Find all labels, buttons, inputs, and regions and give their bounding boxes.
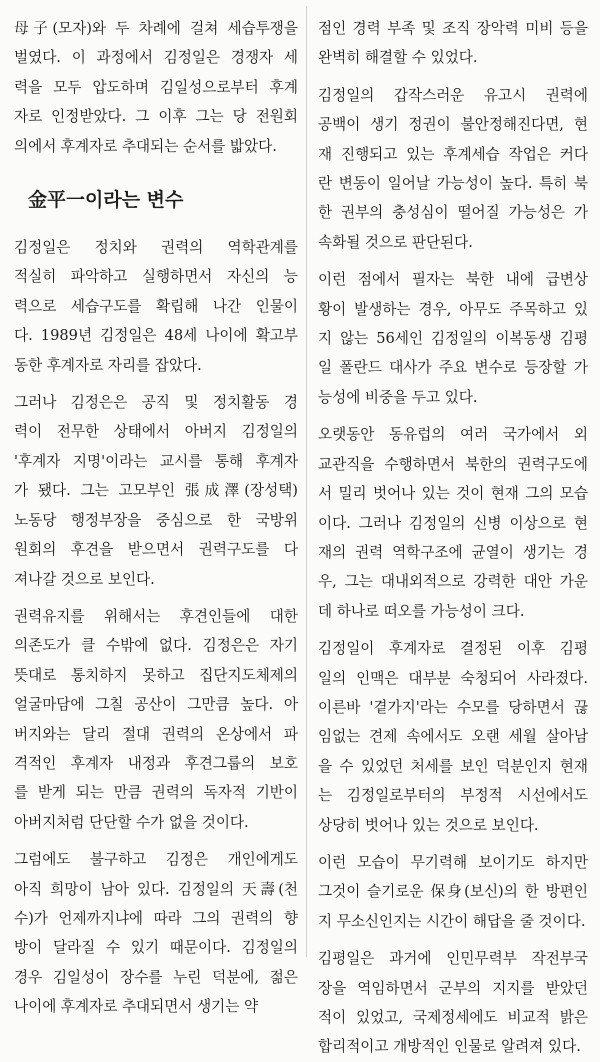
text-line: 수)가 언제까지냐에 따라 그의 권력의 향 — [14, 909, 298, 927]
right-column — [318, 14, 588, 1056]
text-line: 권력유지를 위해서는 후견인들에 대한 — [14, 607, 298, 625]
paragraph — [318, 265, 588, 412]
text-line: 김정일이 후계자로 결정된 이후 김평 — [318, 640, 588, 658]
paragraph-gap — [318, 73, 588, 81]
column-divider — [306, 6, 307, 957]
text-line: 그것이 슬기로운 保身(보신)의 한 방편인 — [318, 883, 588, 901]
text-line: 이른바 '곁가지'라는 수모를 당하면서 끊 — [318, 698, 588, 716]
text-line: 완벽히 해결할 수 있었다. — [318, 49, 478, 67]
paragraph-gap — [14, 594, 298, 602]
paragraph — [14, 388, 298, 594]
text-line: 뜻대로 통치하지 못하고 집단지도체제의 — [14, 666, 298, 684]
section-heading: 金平一이라는 변수 — [28, 189, 184, 212]
paragraph-gap — [318, 257, 588, 265]
paragraph — [14, 233, 298, 380]
paragraph-gap — [318, 936, 588, 944]
text-line: 지 무소신인지는 시간이 해답을 줄 것이다. — [318, 912, 586, 930]
text-line: 오랫동안 동유럽의 여러 국가에서 외 — [318, 426, 588, 444]
text-line: 재의 권력 역학구조에 균열이 생기는 경 — [318, 543, 588, 561]
text-line: 벌였다. 이 과정에서 김정일은 경쟁자 세 — [14, 49, 298, 67]
text-line: 아버지처럼 단단할 수가 없을 것이다. — [14, 813, 249, 831]
text-line: 을 수 있었던 처세를 보인 덕분인지 현재 — [318, 757, 588, 775]
text-line: 한 권부의 충성심이 떨어질 가능성은 가 — [318, 204, 588, 222]
paragraph — [14, 14, 298, 161]
text-line: 력으로 세습구도를 확립해 나간 인물이 — [14, 297, 298, 315]
text-line: 황이 발생하는 경우, 아무도 주목하고 있 — [318, 300, 588, 318]
text-line: 이런 모습이 무기력해 보이기도 하지만 — [318, 853, 588, 871]
text-line: 점인 경력 부족 및 조직 장악력 미비 등을 — [318, 20, 588, 37]
paragraph — [318, 944, 588, 1062]
text-line: 의존도가 클 수밖에 없다. 김정은은 자기 — [14, 637, 298, 655]
text-line: 방이 달라질 수 있기 때문이다. 김정일의 — [14, 939, 298, 957]
text-line: 이런 점에서 필자는 북한 내에 급변상 — [318, 271, 588, 289]
text-line: 적실히 파악하고 실행하면서 자신의 능 — [14, 268, 298, 286]
paragraph — [318, 634, 588, 840]
paragraph — [318, 81, 588, 257]
left-column — [14, 14, 298, 1016]
text-line: 자로 인정받았다. 그 이후 그는 당 전원회 — [14, 108, 298, 126]
paragraph — [14, 602, 298, 837]
text-line: 경우 김일성이 장수를 누린 덕분에, 젊은 — [14, 968, 298, 986]
text-line: 다. 1989년 김정일은 48세 나이에 확고부 — [14, 327, 298, 345]
text-line: 적이 있었고, 국제정세에도 비교적 밝은 — [318, 1009, 588, 1026]
text-line: '후계자 지명'이라는 교시를 통해 후계자 — [14, 452, 298, 470]
text-line: 장을 역임하면서 군부의 지지를 받았던 — [318, 979, 588, 997]
text-line: 노동당 행정부장을 중심으로 한 국방위 — [14, 511, 298, 529]
text-line: 김정일의 갑작스러운 유고시 권력에 — [318, 86, 588, 104]
text-line: 는 김정일로부터의 부정적 시선에서도 — [318, 787, 588, 805]
paragraph-gap — [14, 380, 298, 388]
paragraph-gap — [318, 626, 588, 634]
text-line: 공백이 생기 정권이 불안정해진다면, 현 — [318, 116, 588, 134]
text-line: 김정일은 정치와 권력의 역학관계를 — [14, 239, 298, 257]
text-line: 서 밀리 벗어나 있는 것이 현재 그의 모습 — [318, 485, 588, 503]
text-line: 란 변동이 일어날 가능성이 높다. 특히 북 — [318, 175, 588, 193]
text-line: 나이에 후계자로 추대되면서 생기는 약 — [14, 998, 259, 1016]
text-line: 동한 후계자로 자리를 잡았다. — [14, 356, 202, 374]
text-line: 김평일은 과거에 인민무력부 작전부국 — [318, 950, 588, 968]
text-line: 의에서 후계자로 추대되는 순서를 밟았다. — [14, 137, 277, 155]
paragraph — [318, 420, 588, 626]
text-line: 그러나 김정은은 공직 및 정치활동 경 — [14, 394, 298, 412]
text-line: 를 받게 되는 만큼 권력의 독자적 기반이 — [14, 784, 298, 802]
text-line: 속화될 것으로 판단된다. — [318, 233, 473, 251]
text-line: 재 진행되고 있는 후계세습 작업은 커다 — [318, 145, 588, 163]
text-line: 지 않는 56세인 김정일의 이복동생 김평 — [318, 330, 588, 348]
text-line: 가 됐다. 그는 고모부인 張成澤(장성택) — [14, 482, 298, 500]
text-line: 격적인 후계자 내정과 후견그룹의 보호 — [14, 754, 298, 772]
text-line: 상당히 벗어나 있는 것으로 보인다. — [318, 816, 539, 834]
text-line: 일의 인맥은 대부분 숙청되어 사라졌다. — [318, 669, 588, 687]
paragraph — [318, 848, 588, 936]
text-line: 져나갈 것으로 보인다. — [14, 570, 155, 588]
paragraph-gap — [14, 837, 298, 845]
text-line: 교관직을 수행하면서 북한의 권력구도에 — [318, 455, 588, 473]
text-line: 얼굴마담에 그칠 공산이 그만큼 높다. 아 — [14, 696, 298, 714]
text-line: 데 하나로 떠오를 가능성이 크다. — [318, 602, 525, 620]
text-line: 그럼에도 불구하고 김정은 개인에게도 — [14, 851, 298, 869]
text-line: 母子(모자)와 두 차례에 걸쳐 세습투쟁을 — [14, 20, 298, 37]
text-line: 아직 희망이 남아 있다. 김정일의 天壽(천 — [14, 880, 298, 898]
text-line: 임없는 견제 속에서도 오랜 세월 살아남 — [318, 728, 588, 746]
text-line: 우, 그는 대내외적으로 강력한 대안 가운 — [318, 573, 588, 591]
text-line: 이다. 그러나 김정일의 신병 이상으로 현 — [318, 514, 588, 532]
text-line: 원회의 후견을 받으면서 권력구도를 다 — [14, 541, 298, 559]
paragraph — [318, 14, 588, 73]
paragraph — [14, 845, 298, 1021]
paragraph-gap — [318, 412, 588, 420]
text-line: 버지와는 달리 절대 권력의 온상에서 파 — [14, 725, 298, 743]
text-line: 합리적이고 개방적인 인물로 알려져 있다. — [318, 1038, 581, 1056]
text-line: 력이 전무한 상태에서 아버지 김정일의 — [14, 423, 298, 441]
text-line: 력을 모두 압도하며 김일성으로부터 후계 — [14, 78, 298, 96]
text-line: 능성에 비중을 두고 있다. — [318, 388, 478, 406]
paragraph-gap — [318, 840, 588, 848]
text-line: 일 폴란드 대사가 주요 변수로 등장할 가 — [318, 359, 588, 377]
